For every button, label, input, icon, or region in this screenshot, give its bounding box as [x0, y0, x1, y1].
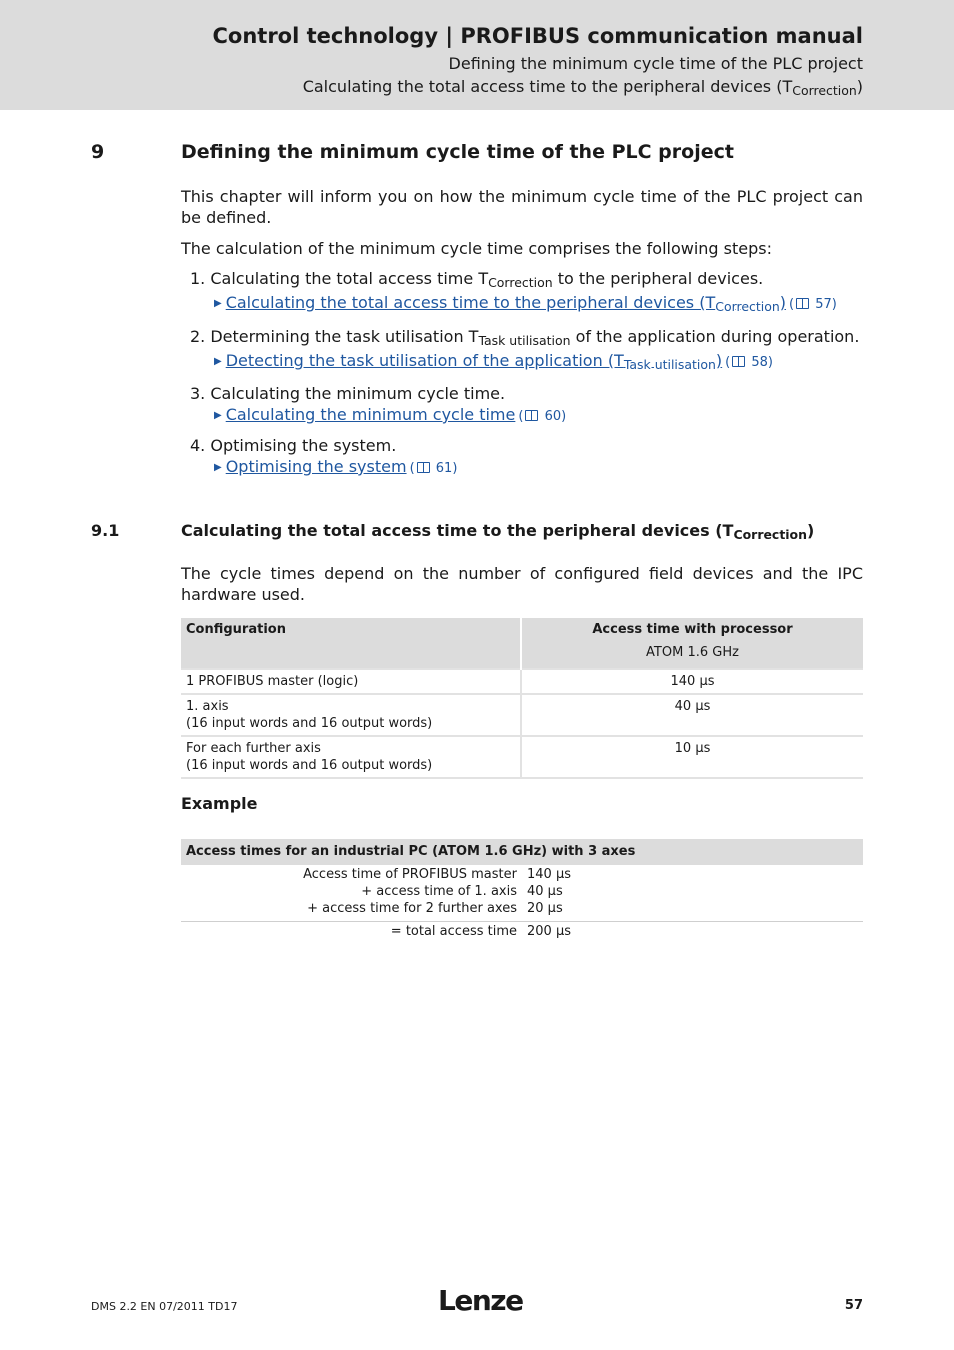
- triangle-right-icon: ▶: [214, 462, 222, 473]
- table-row: [181, 669, 863, 694]
- page-reference[interactable]: ( 57): [789, 297, 837, 312]
- step-4-link-line: [214, 457, 457, 476]
- step-3-link-line: [214, 405, 566, 424]
- chapter-number: 9: [91, 141, 105, 163]
- table-cell-time: 10 µs: [521, 736, 863, 778]
- chapter-title: Defining the minimum cycle time of the PLC project: [181, 141, 734, 163]
- example-row: + access time for 2 further axes 20 µs: [307, 901, 563, 916]
- page-reference[interactable]: ( 58): [725, 355, 773, 370]
- step-1: 1. Calculating the total access time $T_{Correction}$ to the peripheral devices.: [190, 269, 764, 291]
- table-cell-config: 1. axis (16 input words and 16 output words): [181, 694, 521, 736]
- lenze-logo: Lenze: [438, 1284, 523, 1317]
- page-reference[interactable]: ( 61): [409, 461, 458, 476]
- table-row: [181, 736, 863, 778]
- header-chapter: Defining the minimum cycle time of the PLC project: [448, 54, 863, 73]
- table-cell-config: 1 PROFIBUS master (logic): [181, 669, 521, 694]
- section-intro: The cycle times depend on the number of configured field devices and the IPC hardware used.: [181, 564, 863, 604]
- step-3-link[interactable]: Calculating the minimum cycle time: [225, 405, 516, 424]
- triangle-right-icon: ▶: [214, 356, 222, 367]
- page-reference[interactable]: ( 60): [518, 409, 567, 424]
- page-header: [0, 0, 954, 110]
- example-table-header: Access times for an industrial PC (ATOM 1.6 GHz) with 3 axes: [181, 839, 863, 865]
- document-id: DMS 2.2 EN 07/2011 TD17: [91, 1300, 238, 1313]
- section-number: 9.1: [91, 521, 120, 540]
- triangle-right-icon: ▶: [214, 298, 222, 309]
- book-icon: [732, 356, 745, 367]
- chapter-intro: This chapter will inform you on how the minimum cycle time of the PLC project can be defined.: [181, 187, 863, 227]
- example-total-row: = total access time 200 µs: [390, 924, 571, 939]
- table-header-configuration: Configuration: [181, 618, 521, 669]
- step-3: 3. Calculating the minimum cycle time.: [190, 384, 506, 403]
- example-row: Access time of PROFIBUS master 140 µs: [303, 867, 571, 882]
- manual-title: Control technology | PROFIBUS communication manual: [212, 24, 863, 48]
- step-4: 4. Optimising the system.: [190, 436, 397, 455]
- step-4-link[interactable]: Optimising the system: [225, 457, 407, 476]
- section-title: Calculating the total access time to the peripheral devices $(T_{Correction})$: [181, 521, 815, 543]
- step-2-link[interactable]: Detecting the task utilisation of the application $(T_{Task utilisation})$: [225, 351, 723, 373]
- table-row: [181, 694, 863, 736]
- page-number: 57: [844, 1298, 863, 1313]
- access-time-table: [181, 618, 863, 779]
- divider: [181, 921, 863, 922]
- table-cell-config: For each further axis (16 input words and 16 output words): [181, 736, 521, 778]
- step-1-link-line: [214, 293, 837, 315]
- example-row: + access time of 1. axis 40 µs: [361, 884, 563, 899]
- step-2-link-line: [214, 351, 773, 373]
- book-icon: [796, 298, 809, 309]
- table-cell-time: 40 µs: [521, 694, 863, 736]
- step-1-link[interactable]: Calculating the total access time to the peripheral devices $(T_{Correction})$: [225, 293, 786, 315]
- book-icon: [525, 410, 538, 421]
- steps-intro: The calculation of the minimum cycle time comprises the following steps:: [181, 239, 772, 258]
- table-header-access-time: Access time with processor ATOM 1.6 GHz: [521, 618, 863, 669]
- step-2: 2. Determining the task utilisation $T_{Task utilisation}$ of the application during operation.: [190, 327, 860, 349]
- book-icon: [417, 462, 430, 473]
- triangle-right-icon: ▶: [214, 410, 222, 421]
- table-cell-time: 140 µs: [521, 669, 863, 694]
- header-section: Calculating the total access time to the peripheral devices $(T_{Correction})$: [302, 77, 863, 99]
- example-heading: Example: [181, 794, 258, 813]
